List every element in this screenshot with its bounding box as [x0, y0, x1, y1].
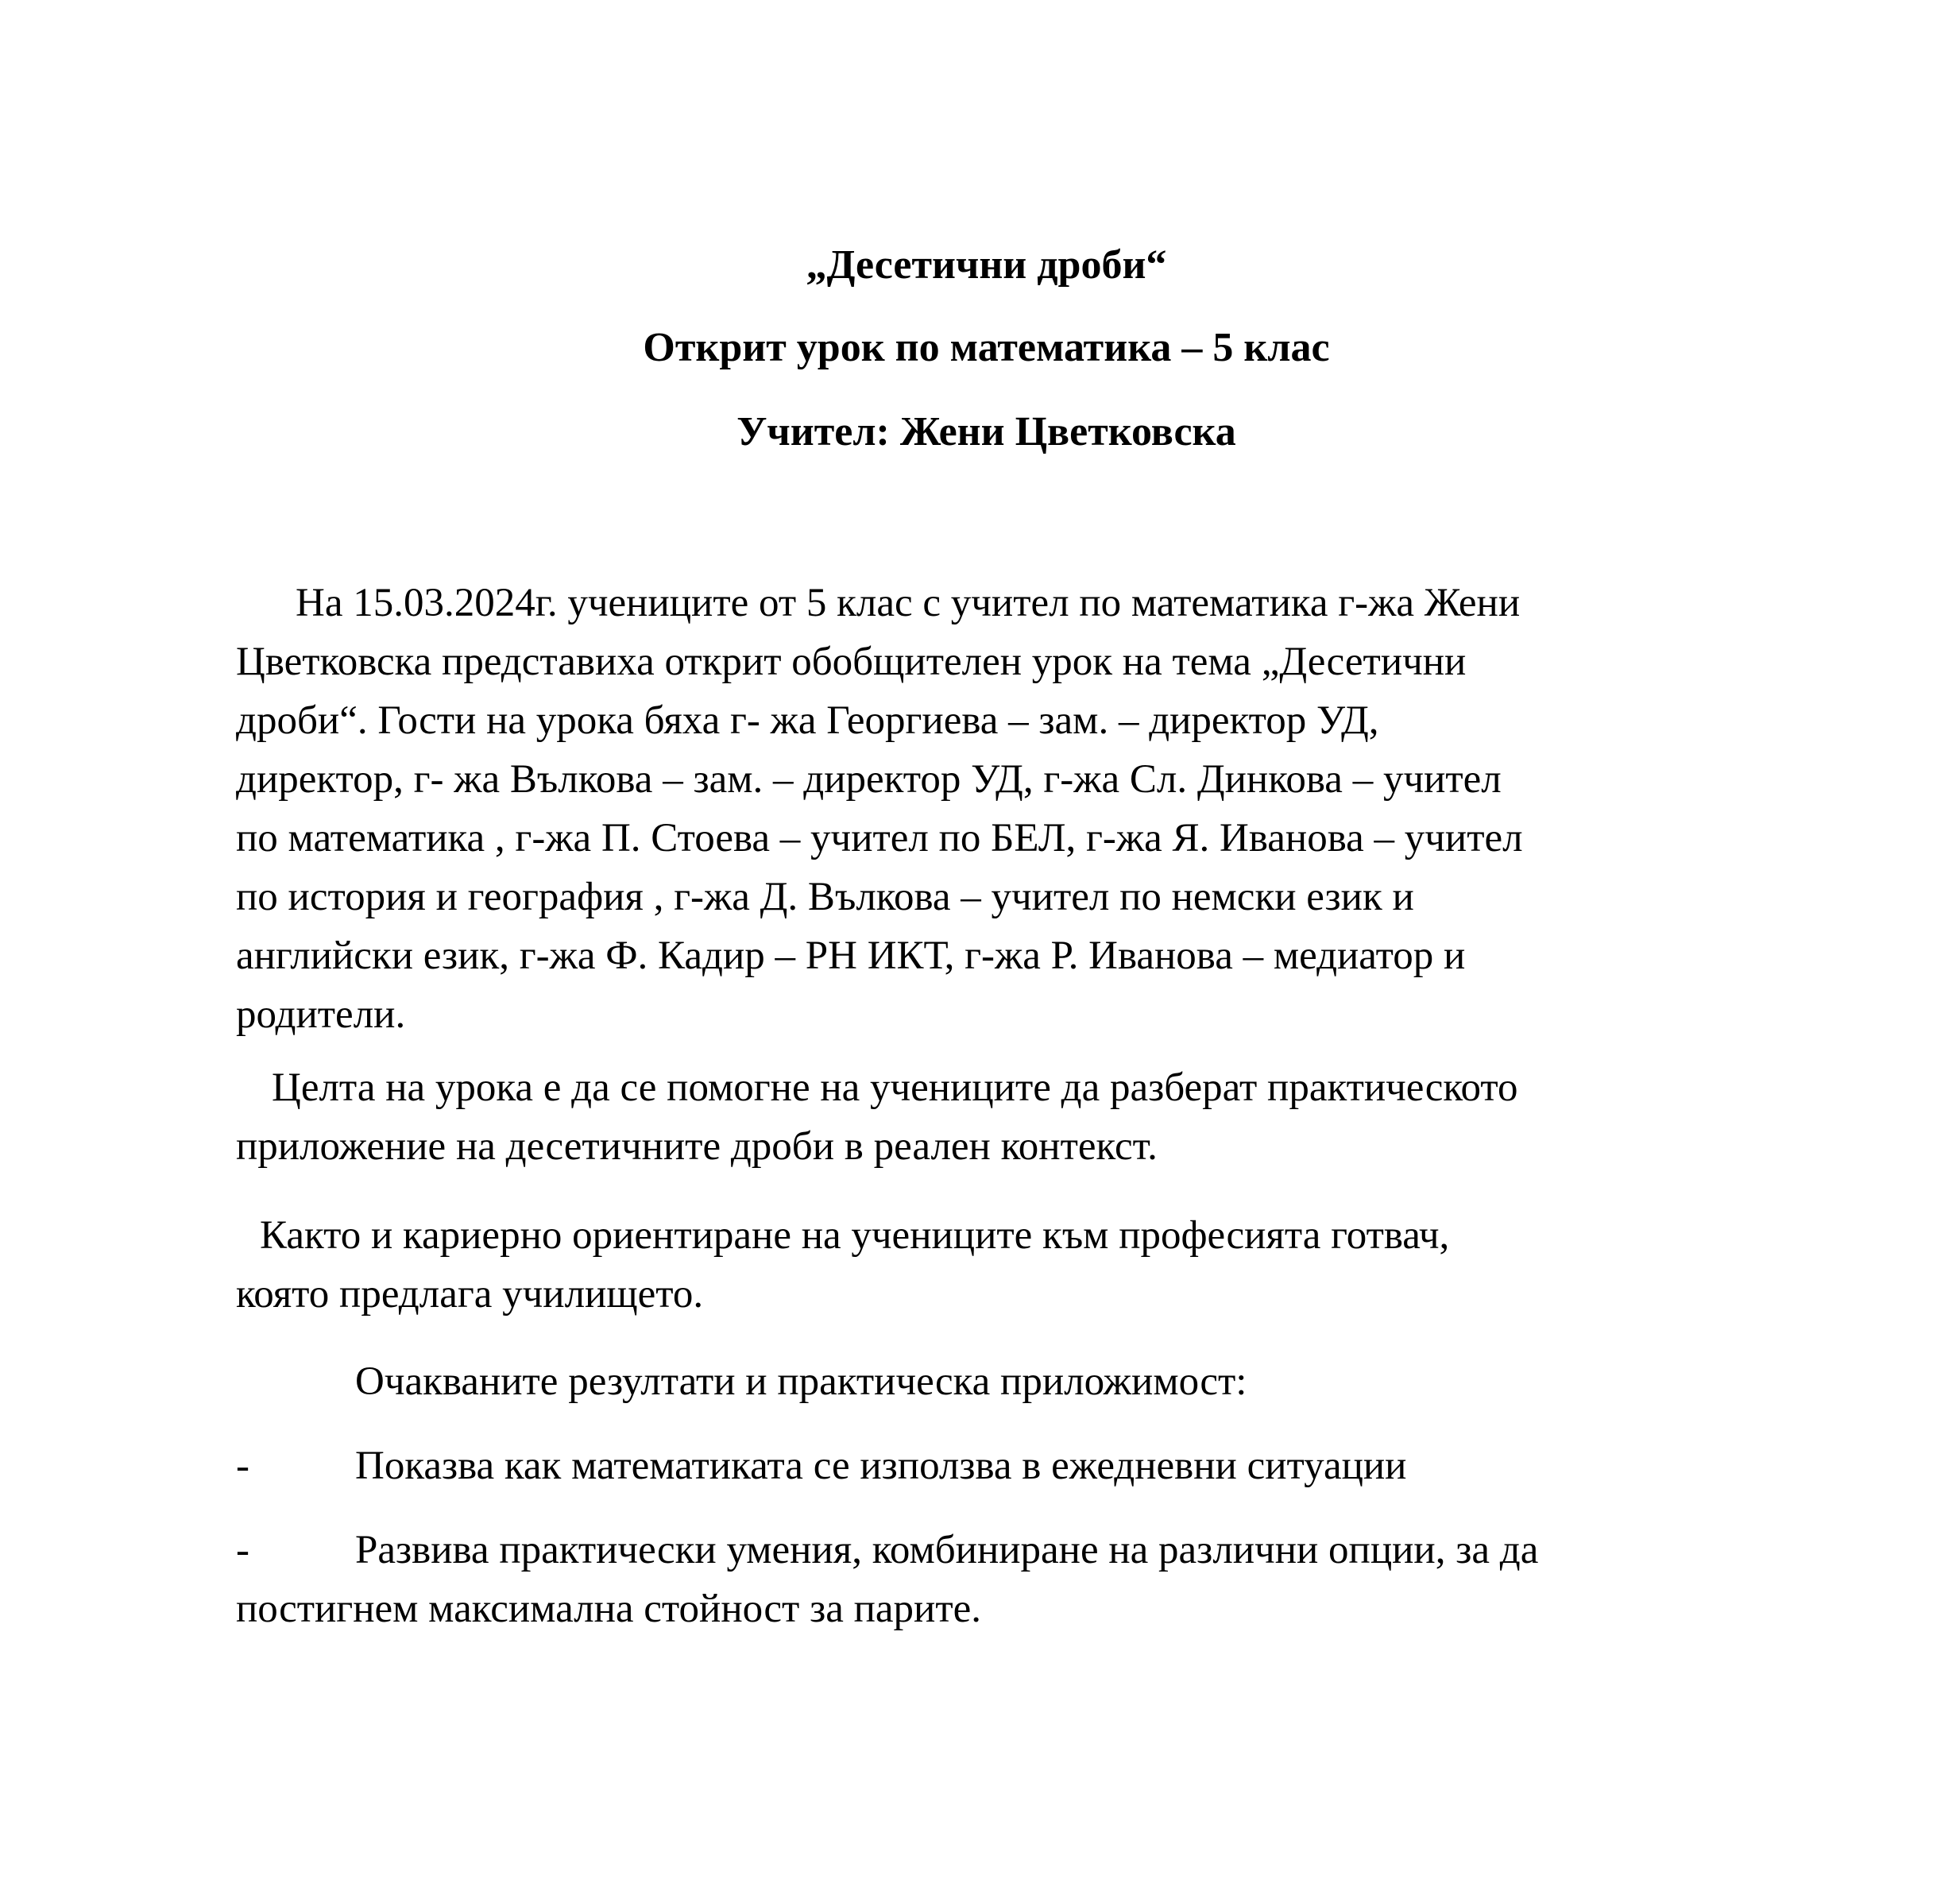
list-item-text: Развива практически умения, комбиниране на различни опции, за да: [355, 1528, 1539, 1572]
paragraph-line: английски език, г-жа Ф. Кадир – РН ИКТ, г-жа Р. Иванова – медиатор и: [236, 934, 1466, 978]
paragraph-line: която предлага училището.: [236, 1272, 704, 1317]
list-item: [236, 1436, 1761, 1495]
paragraph-line: Очакваните резултати и практическа приложимост:: [355, 1359, 1247, 1404]
paragraph-line: Както и кариерно ориентиране на учениците към професията готвач,: [260, 1213, 1450, 1258]
paragraph-expected-results: [236, 1352, 1761, 1411]
paragraph-line: по история и география , г-жа Д. Вълкова – учител по немски език и: [236, 875, 1414, 919]
bullet-marker: -: [236, 1444, 249, 1488]
bullet-marker: -: [236, 1528, 249, 1572]
list-item-text: постигнем максимална стойност за парите.: [236, 1587, 981, 1631]
document-title: „Десетични дроби“: [806, 242, 1167, 288]
paragraph-event-description: [236, 574, 1761, 1044]
paragraph-line: по математика , г-жа П. Стоева – учител по БЕЛ, г-жа Я. Иванова – учител: [236, 816, 1523, 860]
list-item-text: Показва как математиката се използва в ежедневни ситуации: [355, 1444, 1407, 1488]
list-item: [236, 1521, 1761, 1638]
paragraph-line: дроби“. Гости на урока бяха г- жа Георгиева – зам. – директор УД,: [236, 698, 1379, 743]
paragraph-career-orientation: [236, 1206, 1761, 1324]
paragraph-lesson-goal: [236, 1058, 1761, 1176]
paragraph-line: родители.: [236, 992, 406, 1037]
paragraph-line: На 15.03.2024г. учениците от 5 клас с учител по математика г-жа Жени: [296, 581, 1521, 625]
paragraph-line: Цветковска представиха открит обобщителен урок на тема „Десетични: [236, 640, 1467, 684]
paragraph-line: Целта на урока е да се помогне на учениците да разберат практическото: [272, 1065, 1518, 1110]
document-subtitle: Открит урок по математика – 5 клас: [643, 325, 1330, 370]
teacher-line: Учител: Жени Цветковска: [736, 409, 1236, 454]
paragraph-line: директор, г- жа Вълкова – зам. – директор УД, г-жа Сл. Динкова – учител: [236, 757, 1502, 802]
paragraph-line: приложение на десетичните дроби в реален контекст.: [236, 1124, 1158, 1169]
